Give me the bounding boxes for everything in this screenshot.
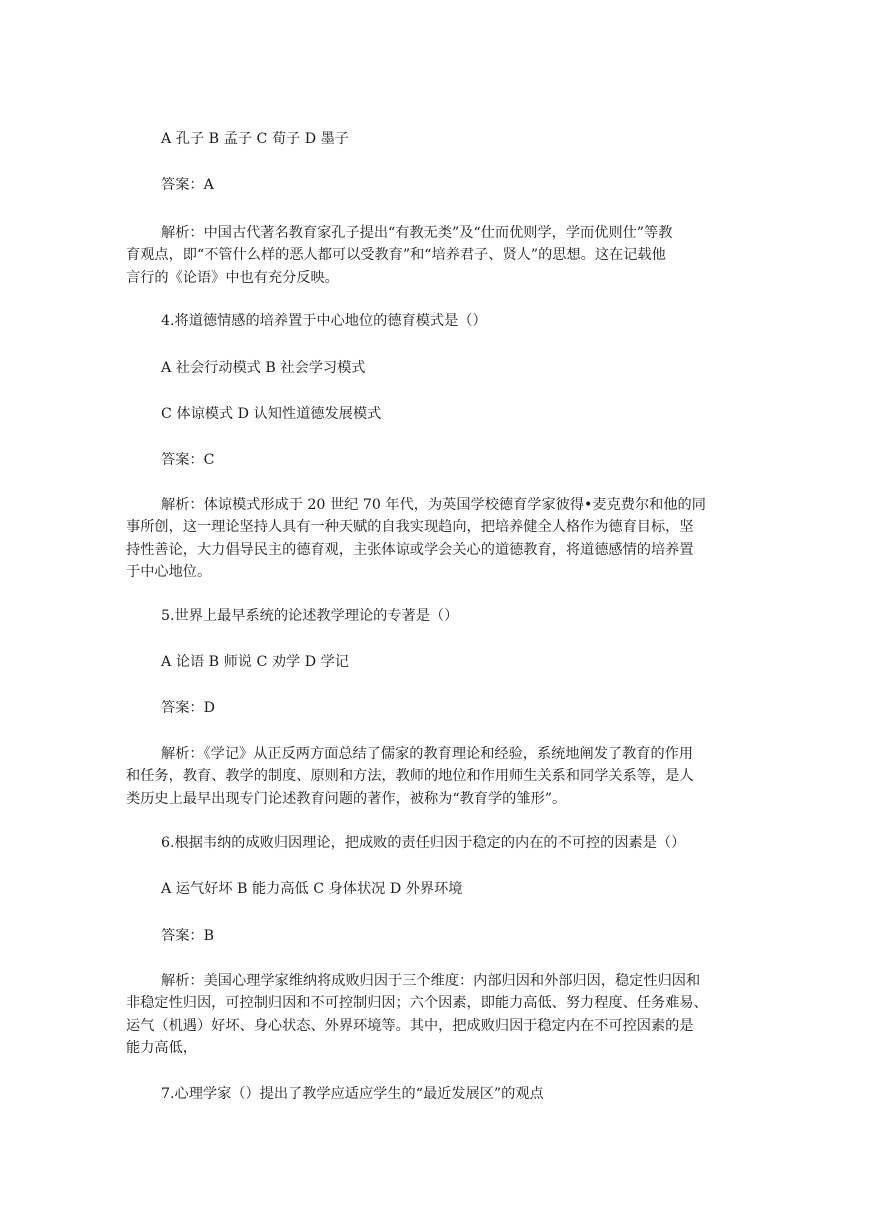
q6-question: 6.根据韦纳的成败归因理论，把成败的责任归因于稳定的内在的不可控的因素是（） <box>161 835 686 851</box>
q5-question: 5.世界上最早系统的论述教学理论的专著是（） <box>161 608 459 624</box>
explanation-line: 育观点，即“不管什么样的恶人都可以受教育”和“培养君子、贤人”的思想。这在记载他 <box>126 247 666 263</box>
q5-explanation-cont <box>126 765 736 810</box>
q5-answer: 答案：D <box>161 700 215 716</box>
q3-answer: 答案：A <box>161 177 214 193</box>
q4-options-row-1: A 社会行动模式 B 社会学习模式 <box>161 360 366 376</box>
explanation-line: 能力高低， <box>126 1040 197 1056</box>
q6-options: A 运气好坏 B 能力高低 C 身体状况 D 外界环境 <box>161 881 463 897</box>
explanation-line: 解析：体谅模式形成于 20 世纪 70 年代，为英国学校德育学家彼得•麦克费尔和他的同 <box>161 497 706 513</box>
explanation-line: 事所创，这一理论坚持人具有一种天赋的自我实现趋向，把培养健全人格作为德育目标，坚 <box>126 519 694 535</box>
q6-explanation <box>161 970 736 993</box>
q4-answer: 答案：C <box>161 452 215 468</box>
q3-explanation <box>161 222 736 245</box>
q4-explanation-cont <box>126 516 736 584</box>
q6-answer: 答案：B <box>161 928 214 944</box>
q4-question: 4.将道德情感的培养置于中心地位的德育模式是（） <box>161 313 487 329</box>
explanation-line: 解析：美国心理学家维纳将成败归因于三个维度：内部归因和外部归因，稳定性归因和 <box>161 973 701 989</box>
q7-question: 7.心理学家（）提出了教学应适应学生的“最近发展区”的观点 <box>161 1086 544 1102</box>
explanation-line: 于中心地位。 <box>126 564 212 580</box>
q5-options: A 论语 B 师说 C 劝学 D 学记 <box>161 654 349 670</box>
explanation-line: 类历史上最早出现专门论述教育问题的著作，被称为“教育学的雏形”。 <box>126 790 567 807</box>
q6-explanation-cont <box>126 992 736 1060</box>
q4-explanation <box>161 494 736 517</box>
explanation-line: 和任务，教育、教学的制度、原则和方法，教师的地位和作用师生关系和同学关系等，是人 <box>126 768 694 784</box>
q5-explanation <box>161 743 736 766</box>
q3-options: A 孔子 B 孟子 C 荀子 D 墨子 <box>161 131 349 147</box>
explanation-line: 解析：中国古代著名教育家孔子提出“有教无类”及“仕而优则学，学而优则仕”等教 <box>161 225 673 241</box>
explanation-line: 言行的《论语》中也有充分反映。 <box>126 269 339 286</box>
explanation-line: 非稳定性归因，可控制归因和不可控制归因；六个因素，即能力高低、努力程度、任务难易、 <box>126 995 708 1011</box>
explanation-line: 运气（机遇）好坏、身心状态、外界环境等。其中，把成败归因于稳定内在不可控因素的是 <box>126 1017 694 1034</box>
explanation-line: 解析：《学记》从正反两方面总结了儒家的教育理论和经验，系统地阐发了教育的作用 <box>161 746 694 762</box>
q4-options-row-2: C 体谅模式 D 认知性道德发展模式 <box>161 406 382 422</box>
q3-explanation-cont <box>126 244 736 289</box>
explanation-line: 持性善论，大力倡导民主的德育观，主张体谅或学会关心的道德教育，将道德感情的培养置 <box>126 541 694 558</box>
